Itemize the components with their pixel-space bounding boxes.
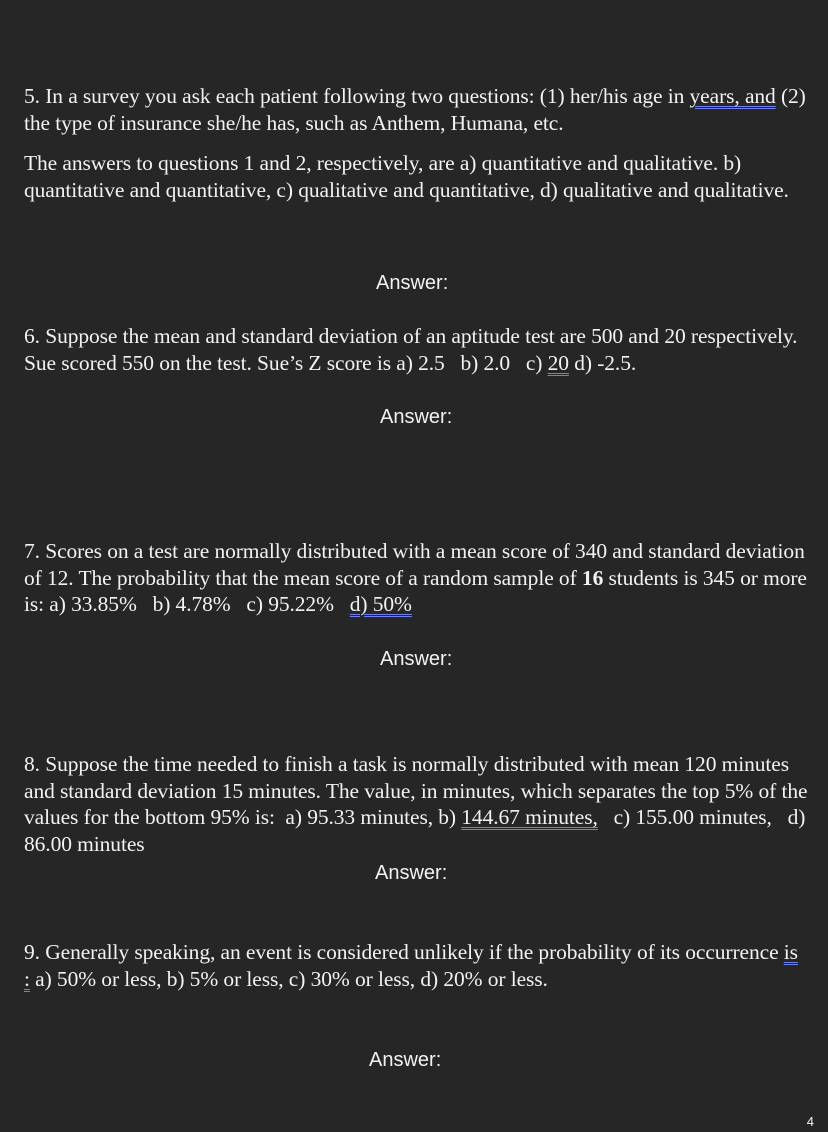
question-text-run: (2) the type of insurance she/he has, such as Anthem, Humana, etc.: [24, 84, 806, 135]
bold-text: 16: [581, 565, 604, 590]
question-text-run: The answers to questions 1 and 2, respectively, are a) quantitative and qualitative. b) quantitative and quantitative, c) qualitative and quantitative, d) qualitative and qualitative.: [24, 151, 789, 202]
question-text-run: students is 345 or more is: a) 33.85% b) 4.78% c) 95.22%: [24, 565, 807, 616]
spellcheck-underlined-text: 20: [547, 350, 569, 375]
question-text-run: Scores on a test are normally distributed with a mean score of 340 and standard deviation of 12. The probability that the mean score of a random sample of: [24, 539, 805, 590]
question-6: [24, 323, 808, 376]
question-8-answer-label: Answer:: [375, 862, 448, 884]
question-8-text: [24, 751, 808, 857]
question-9: [24, 939, 808, 992]
question-5: [24, 83, 808, 203]
question-8: [24, 751, 808, 857]
question-7-number: 7.: [24, 539, 40, 563]
question-7-answer-label: Answer:: [380, 648, 453, 670]
question-7-text: [24, 538, 808, 618]
question-text-run: c) 155.00 minutes, d) 86.00 minutes: [24, 805, 806, 856]
question-text-run: In a survey you ask each patient following two questions: (1) her/his age in: [39, 84, 690, 108]
spellcheck-underlined-text: is :: [24, 940, 798, 991]
question-5-number: 5.: [24, 84, 40, 108]
question-5-answer-label: Answer:: [376, 272, 449, 294]
question-text-run: Generally speaking, an event is considered unlikely if the probability of its occurrence: [39, 940, 784, 964]
question-8-number: 8.: [24, 752, 40, 776]
question-9-text: [24, 939, 808, 992]
page-number: 4: [806, 1114, 814, 1129]
question-5-options: [24, 150, 808, 203]
question-text-run: Suppose the time needed to finish a task is normally distributed with mean 120 minutes and standard deviation 15 minutes. The value, in minutes, which separates the top 5% of the values for the bottom 95% is: a) 95.33 minutes, b): [24, 752, 808, 829]
question-6-number: 6.: [24, 324, 40, 348]
question-text-run: a) 50% or less, b) 5% or less, c) 30% or less, d) 20% or less.: [29, 966, 548, 991]
question-9-answer-label: Answer:: [369, 1049, 442, 1071]
question-6-text: [24, 323, 808, 376]
spellcheck-underlined-text: 144.67 minutes,: [461, 805, 598, 829]
question-5-stem: [24, 83, 808, 136]
question-6-answer-label: Answer:: [380, 406, 453, 428]
spellcheck-underlined-text: years, and: [689, 84, 776, 108]
question-7: [24, 538, 808, 618]
question-9-number: 9.: [24, 940, 40, 964]
question-text-run: d) -2.5.: [568, 350, 637, 375]
spellcheck-underlined-text: d) 50%: [349, 592, 412, 616]
question-text-run: Suppose the mean and standard deviation of an aptitude test are 500 and 20 respectively. Sue scored 550 on the test. Sue’s Z score is a) 2.5 b) 2.0 c): [24, 324, 798, 375]
